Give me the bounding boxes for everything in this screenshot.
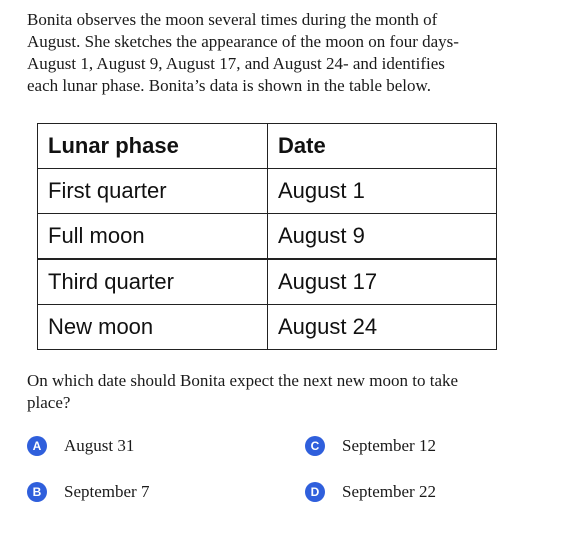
option-text: September 22 bbox=[342, 482, 436, 501]
stem-line: August. She sketches the appearance of the moon on four days- bbox=[27, 32, 459, 51]
date-cell: August 24 bbox=[268, 305, 497, 350]
option-letter-badge: B bbox=[27, 482, 47, 502]
prompt-line: place? bbox=[27, 393, 71, 412]
phase-cell: Full moon bbox=[38, 214, 268, 260]
option-letter-badge: D bbox=[305, 482, 325, 502]
phase-cell: New moon bbox=[38, 305, 268, 350]
table-row bbox=[38, 214, 497, 260]
option-text: September 12 bbox=[342, 436, 436, 455]
lunar-phase-table bbox=[37, 123, 497, 350]
date-cell: August 1 bbox=[268, 169, 497, 214]
table-row bbox=[38, 305, 497, 350]
date-cell: August 9 bbox=[268, 214, 497, 260]
phase-cell: First quarter bbox=[38, 169, 268, 214]
date-cell: August 17 bbox=[268, 259, 497, 305]
answer-option-a[interactable] bbox=[27, 436, 134, 456]
answer-option-c[interactable] bbox=[305, 436, 436, 456]
question-stem bbox=[27, 9, 547, 97]
option-letter-badge: A bbox=[27, 436, 47, 456]
stem-line: Bonita observes the moon several times during the month of bbox=[27, 10, 438, 29]
table-row bbox=[38, 169, 497, 214]
answer-option-b[interactable] bbox=[27, 482, 149, 502]
table-header-row bbox=[38, 124, 497, 169]
option-text: September 7 bbox=[64, 482, 150, 501]
phase-cell: Third quarter bbox=[38, 259, 268, 305]
prompt-line: On which date should Bonita expect the next new moon to take bbox=[27, 371, 459, 390]
stem-line: each lunar phase. Bonita’s data is shown in the table below. bbox=[27, 76, 431, 95]
question-prompt bbox=[27, 370, 547, 414]
option-letter-badge: C bbox=[305, 436, 325, 456]
column-header-lunar-phase: Lunar phase bbox=[38, 124, 268, 169]
table-row bbox=[38, 259, 497, 305]
column-header-date: Date bbox=[268, 124, 497, 169]
option-text: August 31 bbox=[64, 436, 135, 455]
answer-option-d[interactable] bbox=[305, 482, 436, 502]
stem-line: August 1, August 9, August 17, and August 24- and identifies bbox=[27, 54, 445, 73]
